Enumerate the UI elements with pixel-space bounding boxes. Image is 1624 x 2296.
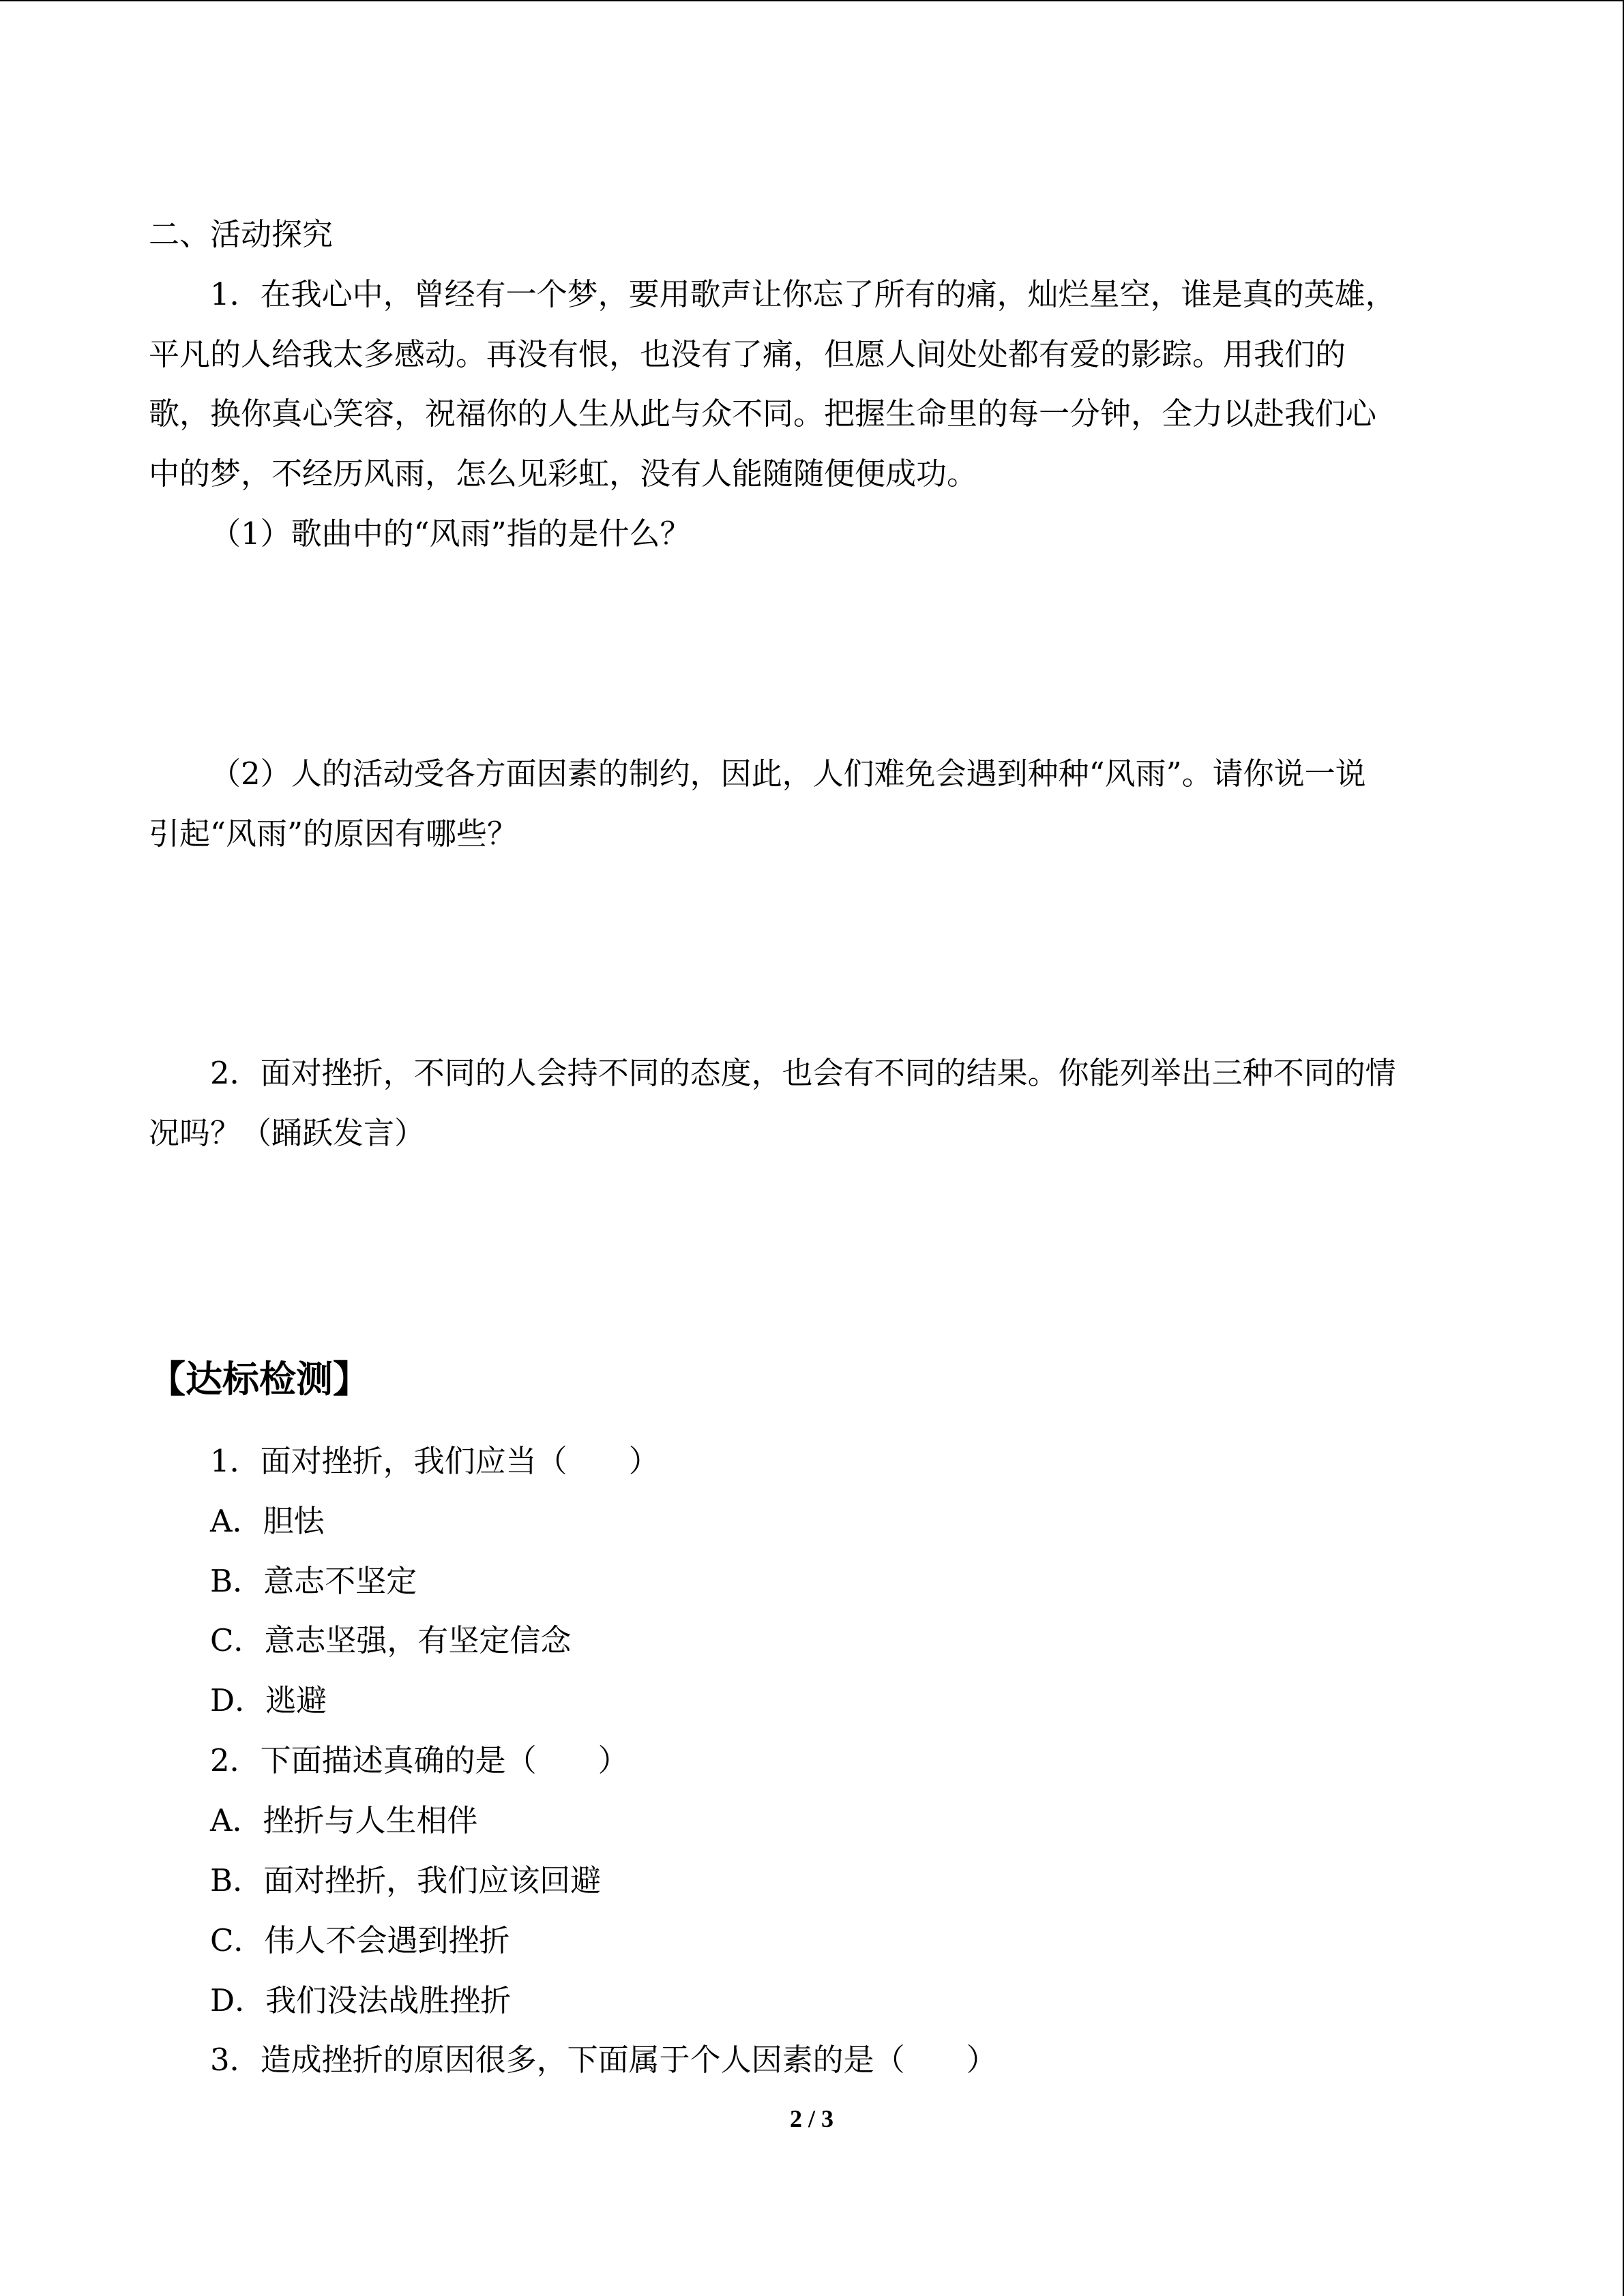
test-question-1-option-b: B．意志不坚定 [210, 1563, 417, 1599]
test-question-2-option-b: B．面对挫折，我们应该回避 [210, 1862, 602, 1898]
test-question-3: 3．造成挫折的原因很多，下面属于个人因素的是（ ） [210, 2042, 997, 2078]
section-heading-activity: 二、活动探究 [149, 216, 334, 252]
test-question-2-option-d: D．我们没法战胜挫折 [210, 1982, 512, 2018]
test-question-2-option-a: A．挫折与人生相伴 [210, 1802, 478, 1838]
question-2-line-2: 况吗？（踊跃发言） [149, 1115, 426, 1151]
test-question-1-option-d: D．逃避 [210, 1682, 327, 1718]
question-1-line-3: 歌，换你真心笑容，祝福你的人生从此与众不同。把握生命里的每一分钟，全力以赴我们心 [149, 396, 1377, 432]
test-question-2: 2．下面描述真确的是（ ） [210, 1742, 629, 1778]
question-1-line-4: 中的梦，不经历风雨，怎么见彩虹，没有人能随随便便成功。 [149, 456, 978, 492]
question-1-line-1: 1．在我心中，曾经有一个梦，要用歌声让你忘了所有的痛，灿烂星空，谁是真的英雄， [210, 276, 1396, 312]
test-question-2-option-c: C．伟人不会遇到挫折 [210, 1922, 510, 1958]
section-title-test: 【达标检测】 [149, 1358, 370, 1401]
question-1-sub-2-line-1: （2）人的活动受各方面因素的制约，因此，人们难免会遇到种种“风雨”。请你说一说 [210, 756, 1366, 792]
question-1-sub-2-line-2: 引起“风雨”的原因有哪些？ [149, 816, 518, 852]
test-question-1: 1．面对挫折，我们应当（ ） [210, 1443, 660, 1479]
test-question-1-option-c: C．意志坚强，有坚定信念 [210, 1622, 572, 1658]
question-1-line-2: 平凡的人给我太多感动。再没有恨，也没有了痛，但愿人间处处都有爱的影踪。用我们的 [149, 336, 1346, 372]
page-number: 2 / 3 [789, 2105, 833, 2132]
question-1-sub-1: （1）歌曲中的“风雨”指的是什么？ [210, 516, 691, 552]
question-2-line-1: 2．面对挫折，不同的人会持不同的态度，也会有不同的结果。你能列举出三种不同的情 [210, 1055, 1396, 1091]
test-question-1-option-a: A．胆怯 [210, 1503, 325, 1539]
